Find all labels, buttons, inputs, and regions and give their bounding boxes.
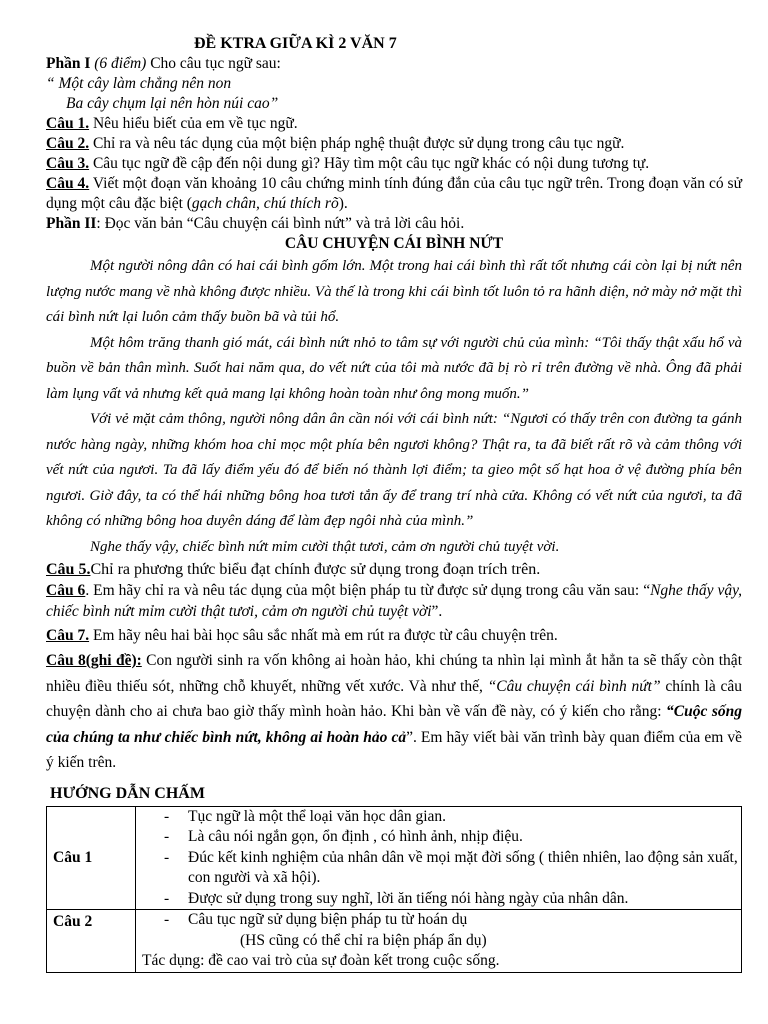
exam-title: ĐỀ KTRA GIỮA KÌ 2 VĂN 7 (194, 35, 397, 52)
question-6-text: . Em hãy chỉ ra và nêu tác dụng của một biện pháp tu từ được sử dụng trong câu văn sau: “ (85, 582, 651, 599)
story-paragraph: Một người nông dân có hai cái bình gốm lớn. Một trong hai cái bình thì rất tốt nhưng cái còn lại bị nứt nên lượng nước mang về nhà không được nhiều. Và thế là trong khi cái bình tốt luôn tỏ ra hãnh diện, nở mày nở mặt thì cái bình nứt lại luôn cảm thấy buồn bã và tủi hổ. (46, 258, 743, 325)
question-5-text: Chỉ ra phương thức biểu đạt chính được sử dụng trong đoạn trích trên. (90, 561, 541, 578)
question-8-quote: “Cuộc sống của chúng ta như chiếc bình nứt, không ai hoàn hảo cả (46, 703, 742, 746)
question-6-italic: Nghe thấy vậy, chiếc bình nứt mỉm cười thật tươi, cảm ơn người chủ tuyệt vời (46, 582, 742, 620)
story-paragraph: Với vẻ mặt cảm thông, người nông dân ân cần nói với cái bình nứt: “Ngươi có thấy trên con đường ta gánh nước hàng ngày, những khóm hoa chỉ mọc một phía bên ngươi không? Thật ra, ta đã biết rất rõ và cảm thông với vết nứt của ngươi. Ta đã lấy điểm yếu đó để biến nó thành lợi điểm; ta gieo một số hạt hoa ở vệ đường phía bên ngươi. Giờ đây, ta có thể hái những bông hoa tươi tắn ấy để trang trí nhà cửa. Không có vết nứt của ngươi, ta đã không có những bông hoa duyên dáng để làm đẹp ngôi nhà của mình.” (46, 411, 742, 529)
question-8-italic: “Câu chuyện cái bình nứt” (487, 677, 661, 695)
question-5-label: Câu 5. (46, 561, 91, 578)
question-2-text: Chỉ ra và nêu tác dụng của một biện pháp nghệ thuật được sử dụng trong câu tục ngữ. (89, 135, 625, 152)
story-paragraph: Nghe thấy vậy, chiếc bình nứt mỉm cười thật tươi, cảm ơn người chủ tuyệt vời. (90, 538, 560, 555)
row-label: Câu 2 (47, 910, 136, 973)
question-8-text-3: ”. Em hãy viết bài văn trình bày quan điểm của em về ý kiến trên. (46, 728, 742, 771)
list-item: - Là câu nói ngắn gọn, ổn định , có hình ảnh, nhịp điệu. (164, 827, 741, 848)
part2-heading (46, 214, 742, 234)
question-7 (46, 626, 742, 646)
part1-instruction: Cho câu tục ngữ sau: (146, 55, 281, 72)
question-3-label: Câu 3. (46, 155, 90, 172)
story-text (46, 254, 742, 560)
question-6-label: Câu 6 (46, 582, 86, 599)
list-item: - Tục ngữ là một thể loại văn học dân gian. (164, 807, 741, 828)
question-2 (46, 134, 742, 154)
question-8-text-2: chính là câu chuyện dành cho ai chưa bao giờ thấy mình hoàn hảo. Khi bàn về vấn đề này, có ý kiến cho rằng: (46, 677, 742, 720)
row-effect: Tác dụng: đề cao vai trò của sự đoàn kết trong cuộc sống. (142, 952, 500, 969)
question-4-text: Viết một đoạn văn khoảng 10 câu chứng minh tính đúng đắn của câu tục ngữ trên. Trong đoạn văn có sử dụng một câu đặc biệt ( (46, 175, 742, 212)
list-item: - Đúc kết kinh nghiệm của nhân dân về mọi mặt đời sống ( thiên nhiên, lao động sản xuất, con người và xã hội). (164, 848, 741, 889)
question-8-label: Câu 8(ghi đề): (46, 652, 142, 669)
question-6-end: ”. (431, 603, 443, 620)
question-5 (46, 560, 742, 580)
row-note: (HS cũng có thể chỉ ra biện pháp ẩn dụ) (240, 931, 487, 949)
row-label: Câu 1 (47, 806, 136, 910)
question-8 (46, 648, 742, 776)
question-4-end: ). (338, 195, 348, 212)
question-1-text: Nêu hiểu biết của em về tục ngữ. (89, 115, 298, 132)
list-item: - Được sử dụng trong suy nghĩ, lời ăn tiếng nói hàng ngày của nhân dân. (164, 889, 741, 910)
row-content (136, 806, 742, 910)
grading-table (46, 806, 742, 973)
part2-label: Phần II (46, 215, 97, 232)
proverb-line-1: “ Một cây làm chẳng nên non (46, 75, 232, 92)
grading-guide-title: HƯỚNG DẪN CHẤM (50, 784, 205, 802)
part1-heading (46, 54, 742, 74)
table-row (47, 910, 742, 973)
question-1-label: Câu 1. (46, 115, 90, 132)
story-title: CÂU CHUYỆN CÁI BÌNH NỨT (284, 235, 504, 252)
question-4 (46, 174, 742, 214)
list-item: - Câu tục ngữ sử dụng biện pháp tu từ hoán dụ (164, 910, 741, 931)
question-3-text: Câu tục ngữ đề cập đến nội dung gì? Hãy tìm một câu tục ngữ khác có nội dung tương tự. (89, 155, 650, 172)
question-4-italic: gạch chân, chú thích rõ (191, 195, 339, 212)
question-4-label: Câu 4. (46, 175, 90, 192)
exam-page (46, 34, 742, 973)
question-7-label: Câu 7. (46, 627, 90, 644)
question-1 (46, 114, 742, 134)
row-content (136, 910, 742, 973)
question-7-text: Em hãy nêu hai bài học sâu sắc nhất mà em rút ra được từ câu chuyện trên. (89, 627, 558, 644)
question-2-label: Câu 2. (46, 135, 90, 152)
proverb-line-2: Ba cây chụm lại nên hòn núi cao” (66, 95, 279, 112)
table-row (47, 806, 742, 910)
question-6 (46, 580, 742, 622)
part1-points: (6 điểm) (94, 55, 147, 72)
question-8-text-1: Con người sinh ra vốn không ai hoàn hảo, khi chúng ta nhìn lại mình ắt hẳn ta sẽ thấy còn thật nhiều điều thiếu sót, những chỗ khuyết, những vết xước. Và như thế, (46, 652, 742, 695)
story-paragraph: Một hôm trăng thanh gió mát, cái bình nứt nhỏ to tâm sự với người chủ của mình: “Tôi thấy thật xấu hổ và buồn về bản thân mình. Suốt hai năm qua, do vết nứt của tôi mà nước đã bị rò rỉ trên đường về nhà. Ông đã phải làm lụng vất vả nhưng kết quả mang lại không hoàn toàn như ông mong muốn.” (46, 334, 742, 402)
question-3 (46, 154, 742, 174)
part2-text: : Đọc văn bản “Câu chuyện cái bình nứt” và trả lời câu hỏi. (96, 215, 465, 232)
part1-label: Phần I (46, 55, 91, 72)
